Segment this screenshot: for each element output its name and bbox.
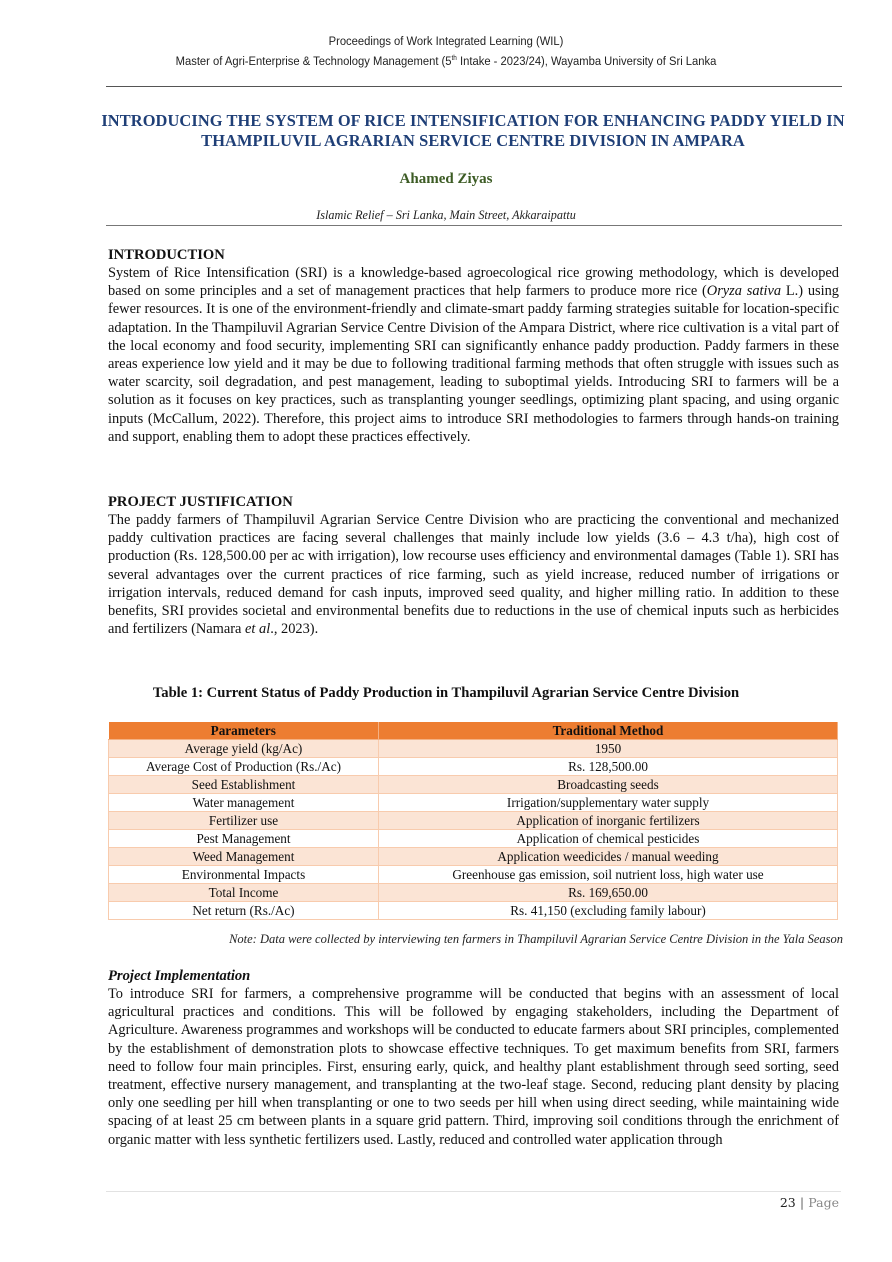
implementation-heading: Project Implementation	[108, 968, 251, 984]
table-row	[109, 758, 838, 776]
table-note: Note: Data were collected by interviewing ten farmers in Thampiluvil Agrarian Service Centre Division in the Yala Season	[229, 932, 843, 946]
table-cell-value: Broadcasting seeds	[379, 776, 838, 794]
justification-text-part-1: The paddy farmers of Thampiluvil Agrarian Service Centre Division who are practicing the conventional and mechanized paddy cultivation practices are facing several challenges that mainly include low yields (3.6 – 4.3 t/ha), high cost of production (Rs. 128,500.00 per ac with irrigation), low recourse uses efficiency and environmental damages (Table 1). SRI has several advantages over the current practices of rice farming, such as yield increase, reduced number of irrigations or irrigation intervals, reduced demand for cash inputs, improved seed quality, and higher milling ratio. In addition to these benefits, SRI provides societal and environmental benefits due to reductions in the use of chemical inputs such as herbicides and fertilizers (Namara	[108, 512, 839, 638]
paper-title: INTRODUCING THE SYSTEM OF RICE INTENSIFICATION FOR ENHANCING PADDY YIELD IN THAMPILUVIL AGRARIAN SERVICE CENTRE DIVISION IN AMPARA	[101, 111, 845, 150]
author-name: Ahamed Ziyas	[399, 171, 493, 187]
table-cell-value: Irrigation/supplementary water supply	[379, 794, 838, 812]
table-cell-parameter: Average yield (kg/Ac)	[109, 740, 379, 758]
implementation-section	[108, 967, 839, 1149]
table-cell-value: Application weedicides / manual weeding	[379, 848, 838, 866]
table-header-row	[109, 722, 838, 740]
proceedings-header	[36, 33, 857, 70]
table-row	[109, 794, 838, 812]
table-cell-parameter: Fertilizer use	[109, 812, 379, 830]
introduction-paragraph	[108, 264, 839, 446]
table-row	[109, 848, 838, 866]
table-cell-parameter: Total Income	[109, 884, 379, 902]
header-line-1: Proceedings of Work Integrated Learning (WIL)	[328, 34, 564, 48]
table-row	[109, 830, 838, 848]
header-superscript: th	[451, 55, 457, 62]
header-line-2-text: Master of Agri-Enterprise & Technology Management (5	[175, 54, 452, 69]
footer-divider	[106, 1191, 841, 1192]
affiliation-divider	[106, 225, 842, 226]
table-cell-parameter: Weed Management	[109, 848, 379, 866]
column-header-parameters: Parameters	[109, 722, 379, 740]
table-cell-parameter: Net return (Rs./Ac)	[109, 902, 379, 920]
intro-text-part-1: System of Rice Intensification (SRI) is a knowledge-based agroecological rice growing methodology, which is developed based on some principles and a set of management practices that help farmers to produce more rice (	[108, 265, 839, 300]
table-cell-value: Application of chemical pesticides	[379, 830, 838, 848]
footer-separator: |	[799, 1195, 805, 1210]
introduction-heading: INTRODUCTION	[108, 247, 225, 263]
justification-paragraph	[108, 511, 839, 638]
table-cell-parameter: Seed Establishment	[109, 776, 379, 794]
page-number: 23	[779, 1195, 796, 1210]
table-row	[109, 740, 838, 758]
paddy-status-table	[108, 722, 838, 920]
table-cell-value: Rs. 169,650.00	[379, 884, 838, 902]
implementation-paragraph: To introduce SRI for farmers, a comprehensive programme will be conducted that begins with an assessment of local agricultural practices and conditions. This will be followed by engaging stakeholders, including the Department of Agriculture. Awareness programmes and workshops will be conducted to educate farmers about SRI principles, complemented by the establishment of demonstration plots to showcase effective techniques. To get maximum benefits from SRI, farmers need to follow four main principles. First, ensuring early, quick, and healthy plant establishment through seed sorting, seed treatment, effective nursery management, and transplanting at the two-leaf stage. Second, reducing plant density by placing only one seedling per hill when transplanting or one to two seeds per hill when using direct seeding, while maintaining wide spacing of at least 25 cm between plants in a square grid pattern. Third, improving soil conditions through the enrichment of organic matter with less synthetic fertilizers used. Lastly, reduced and controlled water application through	[108, 986, 839, 1148]
header-line-2	[36, 50, 857, 70]
header-divider	[106, 86, 842, 87]
table-cell-value: Rs. 41,150 (excluding family labour)	[379, 902, 838, 920]
page-footer	[780, 1195, 839, 1210]
intro-text-part-2: L.) using fewer resources. It is one of the environment-friendly and climate-smart paddy farming strategies suitable for location-specific adaptation. In the Thampiluvil Agrarian Service Centre Division of the Ampara District, where rice cultivation is a vital part of the local economy and food security, implementing SRI can significantly enhance paddy production. Paddy farmers in these areas experience low yield and it may be due to following traditional farming methods that often struggle with issues such as water scarcity, soil degradation, and pest management, leading to suboptimal yields. Introducing SRI to farmers will be a solution as it focuses on key practices, such as transplanting younger seedlings, optimizing plant spacing, and using organic inputs (McCallum, 2022). Therefore, this project aims to introduce SRI methodologies to farmers through hands-on training and support, enabling them to adopt these practices effectively.	[108, 283, 839, 445]
et-al: et al	[245, 621, 271, 638]
table-row	[109, 812, 838, 830]
table-row	[109, 776, 838, 794]
table-caption: Table 1: Current Status of Paddy Production in Thampiluvil Agrarian Service Centre Division	[152, 685, 740, 701]
table-cell-value: Application of inorganic fertilizers	[379, 812, 838, 830]
table-cell-parameter: Average Cost of Production (Rs./Ac)	[109, 758, 379, 776]
table-row	[109, 866, 838, 884]
table-cell-value: 1950	[379, 740, 838, 758]
table-cell-parameter: Water management	[109, 794, 379, 812]
column-header-traditional-method: Traditional Method	[379, 722, 838, 740]
introduction-section	[108, 246, 839, 446]
species-name: Oryza sativa	[706, 283, 782, 300]
justification-section	[108, 493, 839, 638]
table-cell-value: Greenhouse gas emission, soil nutrient loss, high water use	[379, 866, 838, 884]
table-row	[109, 902, 838, 920]
table-row	[109, 884, 838, 902]
justification-heading: PROJECT JUSTIFICATION	[108, 494, 293, 510]
table-cell-value: Rs. 128,500.00	[379, 758, 838, 776]
page-label: Page	[808, 1195, 839, 1210]
header-line-2-tail: Intake - 2023/24), Wayamba University of Sri Lanka	[456, 54, 717, 69]
table-cell-parameter: Pest Management	[109, 830, 379, 848]
justification-text-part-2: ., 2023).	[270, 621, 319, 638]
author-affiliation: Islamic Relief – Sri Lanka, Main Street, Akkaraipattu	[316, 208, 576, 222]
table-cell-parameter: Environmental Impacts	[109, 866, 379, 884]
